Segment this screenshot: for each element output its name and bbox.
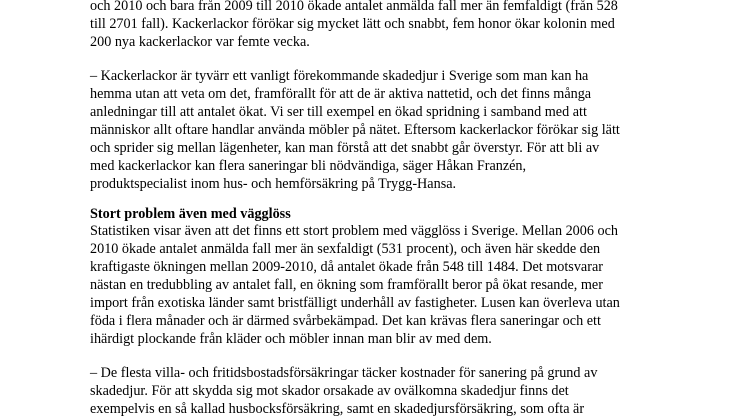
paragraph-3-line-4: nästan en tredubbling av antalet fall, en ökning som framförallt beror på ökat resande, mer: [90, 277, 603, 293]
paragraph-2-line-7: produktspecialist inom hus- och hemförsäkring på Trygg-Hansa.: [90, 176, 457, 192]
paragraph-1-line-1: och 2010 och bara från 2009 till 2010 ökade antalet anmälda fall mer än femfaldigt (från 528: [90, 0, 618, 14]
paragraph-1-line-2: till 2701 fall). Kackerlackor förökar sig mycket lätt och snabbt, fem honor ökar kolonin med: [90, 16, 615, 32]
paragraph-2-line-6: med kackerlackor kan flera saneringar bli nödvändiga, säger Håkan Franzén,: [90, 158, 527, 174]
paragraph-3-line-7: ihärdigt plockande från kläder och möbler innan man blir av med dem.: [90, 331, 492, 347]
section-heading: Stort problem även med vägglöss: [90, 206, 291, 222]
paragraph-3-line-1: Statistiken visar även att det finns ett stort problem med vägglöss i Sverige. Mellan 2006 och: [90, 223, 618, 239]
paragraph-3-line-5: import från exotiska länder samt bristfälligt underhåll av fastigheter. Lusen kan överleva utan: [90, 295, 620, 311]
paragraph-4-line-2: skadedjur. För att skydda sig mot skador orsakade av ovälkomna skadedjur finns det: [90, 383, 569, 399]
paragraph-1-line-3: 200 nya kackerlackor var femte vecka.: [90, 34, 310, 50]
paragraph-2-line-3: anledningar till att antalet ökat. Vi ser till exempel en ökad spridning i samband med att: [90, 104, 587, 120]
paragraph-2-line-4: människor allt oftare handlar använda möbler på nätet. Eftersom kackerlackor förökar sig lätt: [90, 122, 620, 138]
paragraph-3-line-3: kraftigaste ökningen mellan 2009-2010, då antalet ökade från 548 till 1484. Det motsvarar: [90, 259, 603, 275]
paragraph-2-line-2: hemma utan att veta om det, framförallt för att de är aktiva nattetid, och det finns många: [90, 86, 592, 102]
paragraph-2-line-1: – Kackerlackor är tyvärr ett vanligt förekommande skadedjur i Sverige som man kan ha: [90, 68, 589, 84]
paragraph-3-line-6: föda i flera månader och är därmed svårbekämpad. Det kan krävas flera saneringar och ett: [90, 313, 601, 329]
paragraph-4-line-3: exempelvis en så kallad husbocksförsäkring, samt en skadedjursförsäkring, som ofta är: [90, 401, 585, 417]
paragraph-4-line-1: – De flesta villa- och fritidsbostadsförsäkringar täcker kostnader för sanering på grund av: [90, 365, 598, 381]
paragraph-2-line-5: och sprider sig mellan lägenheter, kan man förstå att det snabbt går överstyr. För att bli av: [90, 140, 600, 156]
paragraph-3-line-2: 2010 ökade antalet anmälda fall mer än sexfaldigt (531 procent), och även här skedde den: [90, 241, 601, 257]
